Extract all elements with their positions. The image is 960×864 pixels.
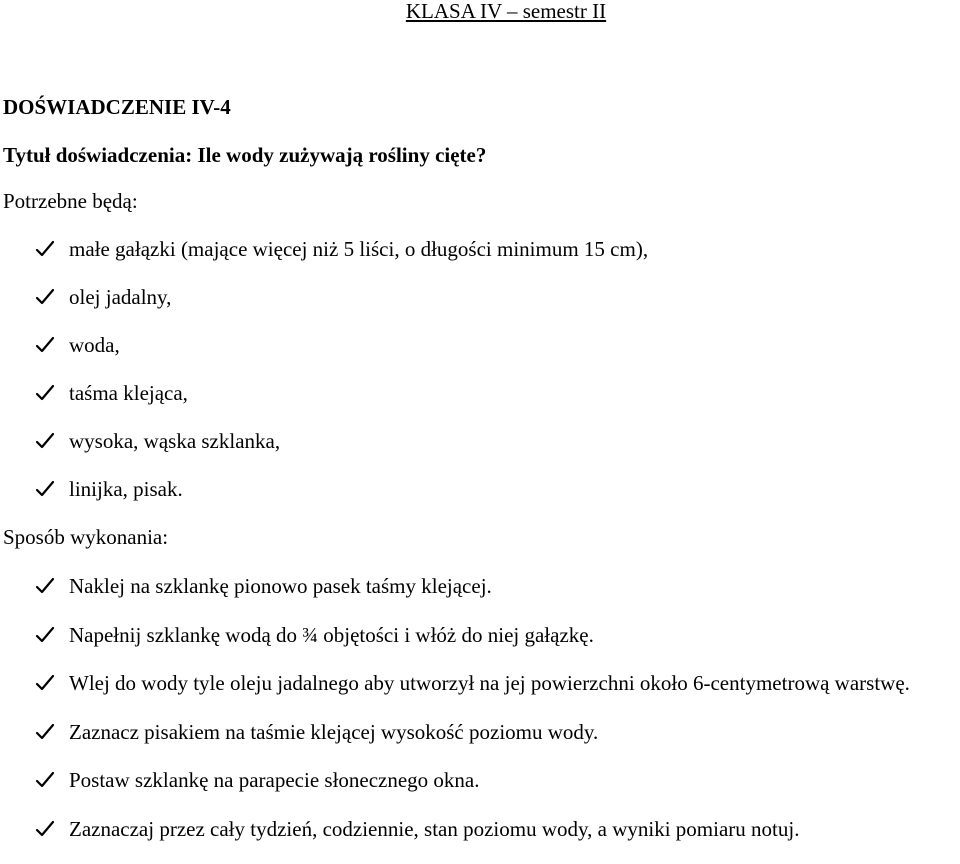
check-icon: [35, 577, 55, 595]
check-icon: [35, 626, 55, 644]
procedure-step-text: Naklej na szklankę pionowo pasek taśmy klejącej.: [69, 574, 492, 598]
material-item-text: wysoka, wąska szklanka,: [69, 429, 281, 453]
materials-label: Potrzebne będą:: [3, 189, 138, 213]
check-icon: [35, 820, 55, 838]
check-icon: [35, 288, 55, 306]
material-item-text: taśma klejąca,: [69, 381, 188, 405]
procedure-step-text: Wlej do wody tyle oleju jadalnego aby utworzył na jej powierzchni około 6-centymetrową warstwę.: [69, 671, 910, 695]
procedure-step-text: Zaznacz pisakiem na taśmie klejącej wysokość poziomu wody.: [69, 719, 599, 744]
check-icon: [35, 432, 55, 450]
check-icon: [35, 384, 55, 402]
experiment-code: DOŚWIADCZENIE IV-4: [3, 95, 231, 119]
material-item-text: woda,: [69, 333, 120, 357]
material-item-text: małe gałązki (mające więcej niż 5 liści, o długości minimum 15 cm),: [69, 237, 649, 261]
check-icon: [35, 674, 55, 692]
check-icon: [35, 723, 55, 741]
procedure-label: Sposób wykonania:: [3, 525, 169, 549]
check-icon: [35, 480, 55, 498]
check-icon: [35, 336, 55, 354]
procedure-step-text: Napełnij szklankę wodą do ¾ objętości i włóż do niej gałązkę.: [69, 622, 594, 647]
check-icon: [35, 240, 55, 258]
experiment-title: Tytuł doświadczenia: Ile wody zużywają rośliny cięte?: [3, 143, 487, 167]
procedure-step-text: Zaznaczaj przez cały tydzień, codziennie, stan poziomu wody, a wyniki pomiaru notuj.: [69, 816, 800, 841]
material-item-text: linijka, pisak.: [69, 477, 183, 501]
check-icon: [35, 771, 55, 789]
material-item-text: olej jadalny,: [69, 285, 172, 309]
page-header: KLASA IV – semestr II: [405, 0, 607, 23]
procedure-step-text: Postaw szklankę na parapecie słonecznego okna.: [69, 768, 480, 792]
